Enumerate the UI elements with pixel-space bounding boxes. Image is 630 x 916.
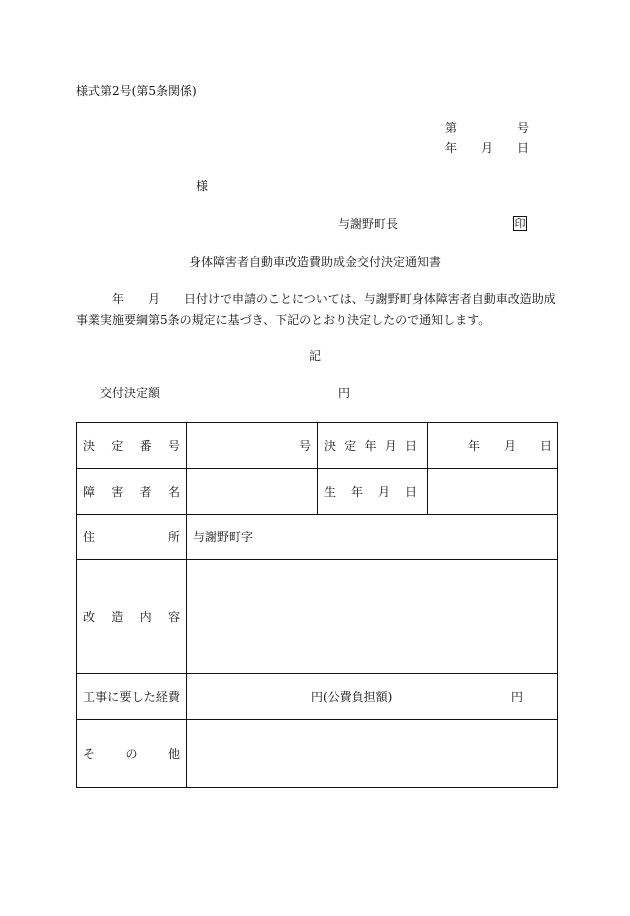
- number-suffix: 号: [298, 438, 311, 453]
- decision-date-label: 決定年月日: [324, 438, 417, 453]
- cell-decision-number-value: [187, 423, 318, 469]
- cell-birth-date-label: [318, 469, 428, 515]
- birth-date-label: 生年月日: [324, 484, 417, 499]
- address-value: 与謝野町字: [193, 530, 254, 544]
- seal-stamp: 印: [514, 217, 526, 230]
- cost-unit: 円(公費負担額): [311, 690, 393, 704]
- applicant-name-label: 障害者名: [83, 484, 180, 499]
- cell-cost-value: [187, 674, 558, 720]
- row-modification: [77, 560, 558, 674]
- cost-label: 工事に要した経費: [83, 689, 180, 704]
- document-title: 身体障害者自動車改造費助成金交付決定通知書: [188, 255, 441, 269]
- cell-modification-value: [187, 560, 558, 674]
- amount-unit: 円: [338, 386, 351, 400]
- other-label: その他: [83, 746, 180, 761]
- addressee-suffix: 様: [196, 179, 209, 193]
- decision-table: [76, 422, 558, 788]
- cell-decision-date-label: [318, 423, 428, 469]
- ki-heading: 記: [308, 349, 321, 363]
- cell-address-label: [77, 515, 187, 560]
- form-number: 様式第2号(第5条関係): [76, 84, 197, 98]
- modification-label: 改造内容: [83, 609, 180, 624]
- amount-label: 交付決定額: [100, 386, 161, 400]
- cell-cost-label: [77, 674, 187, 720]
- address-label: 住所: [83, 530, 180, 544]
- cell-other-value: [187, 720, 558, 788]
- cell-decision-date-value: [428, 423, 558, 469]
- cell-birth-date-value: [428, 469, 558, 515]
- cell-modification-label: [77, 560, 187, 674]
- cell-applicant-name-value: [187, 469, 318, 515]
- cell-address-value: [187, 515, 558, 560]
- cell-other-label: [77, 720, 187, 788]
- row-decision-number: [77, 423, 558, 469]
- document-date-line: 年 月 日: [445, 141, 530, 155]
- row-cost: [77, 674, 558, 720]
- cell-decision-number-label: [77, 423, 187, 469]
- decision-date-value: 年 月 日: [467, 438, 552, 453]
- issuer-name: 与謝野町長: [338, 217, 399, 231]
- body-line-2: 事業実施要綱第5条の規定に基づき、下記のとおり決定したので通知します。: [76, 313, 491, 327]
- body-line-1: 年 月 日付けで申請のことについては、与謝野町身体障害者自動車改造助成: [76, 292, 556, 306]
- document-number-line: 第 号: [445, 121, 530, 135]
- row-applicant-name: [77, 469, 558, 515]
- row-address: [77, 515, 558, 560]
- public-share-unit: 円: [511, 690, 524, 704]
- cell-applicant-name-label: [77, 469, 187, 515]
- decision-number-label: 決定番号: [83, 438, 180, 453]
- row-other: [77, 720, 558, 788]
